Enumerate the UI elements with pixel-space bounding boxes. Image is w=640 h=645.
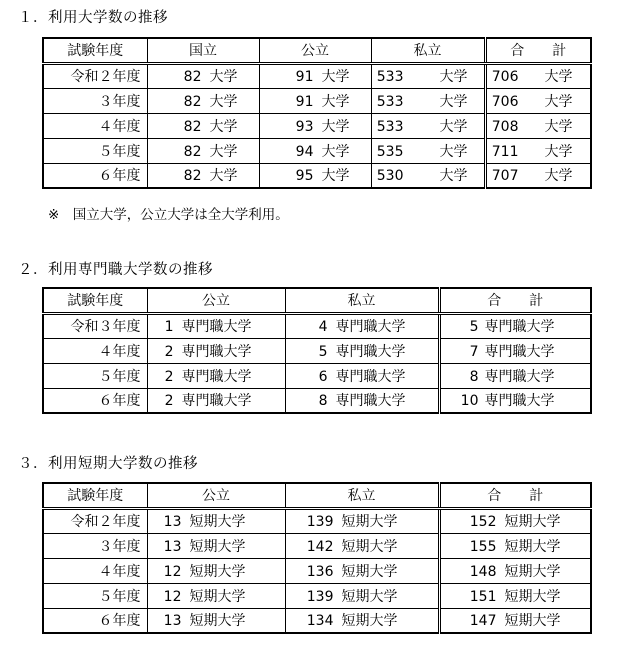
cell-kokuritsu (147, 63, 259, 88)
table-header-row (43, 288, 591, 313)
value-number: 8 (469, 368, 479, 385)
value-unit: 短期大学 (504, 588, 561, 605)
value-unit: 大学 (209, 168, 238, 185)
value-number: 13 (163, 514, 182, 530)
value-unit: 専門職大学 (484, 343, 555, 360)
value-number: 13 (163, 613, 182, 630)
table-row (43, 508, 591, 533)
value-unit: 専門職大学 (335, 319, 406, 335)
value-number: 136 (306, 563, 334, 580)
value-number: 8 (318, 393, 328, 410)
value-number: 91 (295, 69, 314, 85)
cell-kouritsu (147, 583, 285, 608)
header-total: 合 計 (485, 38, 591, 63)
value-unit: 短期大学 (341, 514, 398, 530)
cell-kouritsu (259, 88, 371, 113)
value-unit: 専門職大学 (181, 343, 252, 360)
value-number: 152 (469, 514, 497, 530)
value-number: 708 (491, 118, 519, 135)
section1-title: １．利用大学数の推移 (18, 10, 168, 26)
cell-kouritsu (147, 608, 285, 633)
value-number: 2 (164, 343, 174, 360)
table-row (43, 88, 591, 113)
table-row (43, 138, 591, 163)
value-unit: 大学 (321, 118, 350, 135)
value-unit: 短期大学 (504, 538, 561, 555)
table-header-row (43, 38, 591, 63)
cell-shiritsu (285, 313, 439, 338)
value-number: 2 (164, 393, 174, 410)
value-unit: 短期大学 (504, 563, 561, 580)
value-unit: 大学 (544, 168, 573, 185)
cell-total (439, 608, 591, 633)
cell-shiritsu (285, 388, 439, 413)
value-unit: 大学 (439, 69, 468, 85)
value-number: 151 (469, 588, 497, 605)
cell-total (439, 533, 591, 558)
value-unit: 大学 (209, 143, 238, 160)
row-year: ３年度 (43, 533, 147, 558)
header-year: 試験年度 (43, 288, 147, 313)
row-year: ４年度 (43, 113, 147, 138)
cell-shiritsu (371, 113, 485, 138)
value-unit: 大学 (439, 143, 468, 160)
value-unit: 専門職大学 (181, 319, 252, 335)
table-row (43, 533, 591, 558)
value-number: 93 (295, 118, 314, 135)
value-unit: 専門職大学 (484, 368, 555, 385)
cell-shiritsu (285, 558, 439, 583)
value-unit: 大学 (209, 69, 238, 85)
cell-total (439, 388, 591, 413)
value-unit: 大学 (544, 118, 573, 135)
cell-shiritsu (285, 608, 439, 633)
value-unit: 短期大学 (341, 613, 398, 630)
value-number: 5 (469, 319, 479, 335)
value-number: 155 (469, 538, 497, 555)
value-unit: 大学 (321, 93, 350, 110)
value-number: 13 (163, 538, 182, 555)
table-row (43, 63, 591, 88)
cell-shiritsu (285, 338, 439, 363)
value-number: 82 (183, 69, 202, 85)
cell-total (485, 88, 591, 113)
cell-kouritsu (147, 508, 285, 533)
value-unit: 大学 (321, 143, 350, 160)
table-row (43, 608, 591, 633)
header-kouritsu: 公立 (147, 483, 285, 508)
value-unit: 短期大学 (189, 514, 246, 530)
table-row (43, 388, 591, 413)
value-unit: 短期大学 (341, 563, 398, 580)
header-shiritsu: 私立 (371, 38, 485, 63)
value-unit: 大学 (544, 93, 573, 110)
row-year: ４年度 (43, 338, 147, 363)
cell-shiritsu (371, 63, 485, 88)
table-row (43, 163, 591, 188)
header-shiritsu: 私立 (285, 483, 439, 508)
value-number: 10 (460, 393, 479, 410)
value-number: 134 (306, 613, 334, 630)
value-unit: 大学 (439, 93, 468, 110)
table-row (43, 583, 591, 608)
cell-kokuritsu (147, 113, 259, 138)
value-number: 706 (491, 69, 519, 85)
row-year: 令和２年度 (43, 63, 147, 88)
value-number: 12 (163, 563, 182, 580)
cell-shiritsu (285, 363, 439, 388)
cell-total (485, 63, 591, 88)
cell-shiritsu (285, 533, 439, 558)
row-year: ６年度 (43, 388, 147, 413)
header-kouritsu: 公立 (147, 288, 285, 313)
header-total: 合 計 (439, 288, 591, 313)
value-number: 147 (469, 613, 497, 630)
header-kouritsu: 公立 (259, 38, 371, 63)
value-number: 535 (376, 143, 404, 160)
row-year: ４年度 (43, 558, 147, 583)
cell-kouritsu (147, 388, 285, 413)
value-unit: 短期大学 (341, 538, 398, 555)
cell-shiritsu (285, 583, 439, 608)
cell-kouritsu (147, 558, 285, 583)
value-number: 82 (183, 118, 202, 135)
value-unit: 短期大学 (189, 613, 246, 630)
table-row (43, 313, 591, 338)
table-row (43, 558, 591, 583)
section2-title: ２．利用専門職大学数の推移 (18, 262, 213, 278)
cell-kouritsu (259, 138, 371, 163)
header-year: 試験年度 (43, 38, 147, 63)
row-year: ５年度 (43, 138, 147, 163)
value-number: 82 (183, 168, 202, 185)
value-unit: 専門職大学 (181, 393, 252, 410)
professional-university-table (42, 287, 592, 414)
value-number: 142 (306, 538, 334, 555)
row-year: 令和２年度 (43, 508, 147, 533)
header-shiritsu: 私立 (285, 288, 439, 313)
value-unit: 大学 (209, 93, 238, 110)
value-unit: 短期大学 (504, 613, 561, 630)
value-unit: 大学 (321, 69, 350, 85)
value-number: 1 (164, 319, 174, 335)
cell-total (485, 163, 591, 188)
value-unit: 大学 (439, 168, 468, 185)
value-unit: 短期大学 (189, 588, 246, 605)
value-number: 82 (183, 143, 202, 160)
row-year: 令和３年度 (43, 313, 147, 338)
cell-kouritsu (147, 533, 285, 558)
cell-shiritsu (371, 138, 485, 163)
cell-total (439, 508, 591, 533)
value-number: 2 (164, 368, 174, 385)
cell-kokuritsu (147, 88, 259, 113)
cell-total (439, 338, 591, 363)
value-number: 139 (306, 514, 334, 530)
value-number: 95 (295, 168, 314, 185)
value-unit: 大学 (321, 168, 350, 185)
cell-shiritsu (371, 163, 485, 188)
section3-title: ３．利用短期大学数の推移 (18, 456, 198, 472)
value-unit: 大学 (209, 118, 238, 135)
table-row (43, 338, 591, 363)
table-row (43, 363, 591, 388)
value-unit: 短期大学 (189, 563, 246, 580)
value-number: 82 (183, 93, 202, 110)
value-unit: 専門職大学 (484, 393, 555, 410)
cell-total (439, 558, 591, 583)
value-number: 148 (469, 563, 497, 580)
value-unit: 短期大学 (341, 588, 398, 605)
value-unit: 専門職大学 (181, 368, 252, 385)
cell-total (439, 583, 591, 608)
cell-kouritsu (147, 313, 285, 338)
value-unit: 短期大学 (189, 538, 246, 555)
value-number: 711 (491, 143, 519, 160)
row-year: ５年度 (43, 363, 147, 388)
value-unit: 大学 (544, 143, 573, 160)
value-number: 530 (376, 168, 404, 185)
cell-total (439, 363, 591, 388)
row-year: ５年度 (43, 583, 147, 608)
table-row (43, 113, 591, 138)
cell-kouritsu (259, 63, 371, 88)
value-number: 139 (306, 588, 334, 605)
cell-kouritsu (147, 363, 285, 388)
row-year: ６年度 (43, 608, 147, 633)
value-number: 91 (295, 93, 314, 110)
cell-kokuritsu (147, 138, 259, 163)
value-unit: 専門職大学 (335, 368, 406, 385)
cell-total (485, 138, 591, 163)
header-total: 合 計 (439, 483, 591, 508)
value-number: 7 (469, 343, 479, 360)
cell-kokuritsu (147, 163, 259, 188)
cell-kouritsu (259, 163, 371, 188)
cell-total (439, 313, 591, 338)
university-count-table (42, 37, 592, 189)
row-year: ６年度 (43, 163, 147, 188)
cell-kouritsu (259, 113, 371, 138)
value-number: 706 (491, 93, 519, 110)
cell-shiritsu (371, 88, 485, 113)
value-number: 707 (491, 168, 519, 185)
value-unit: 大学 (544, 69, 573, 85)
value-number: 533 (376, 118, 404, 135)
value-number: 533 (376, 69, 404, 85)
value-number: 4 (318, 319, 328, 335)
value-unit: 専門職大学 (335, 343, 406, 360)
cell-total (485, 113, 591, 138)
value-number: 94 (295, 143, 314, 160)
cell-shiritsu (285, 508, 439, 533)
junior-college-table (42, 482, 592, 634)
table-header-row (43, 483, 591, 508)
value-number: 12 (163, 588, 182, 605)
section1-note: ※ 国立大学，公立大学は全大学利用。 (48, 207, 289, 223)
header-kokuritsu: 国立 (147, 38, 259, 63)
value-number: 533 (376, 93, 404, 110)
row-year: ３年度 (43, 88, 147, 113)
value-unit: 専門職大学 (484, 319, 555, 335)
value-number: 5 (318, 343, 328, 360)
header-year: 試験年度 (43, 483, 147, 508)
value-unit: 短期大学 (504, 514, 561, 530)
value-unit: 専門職大学 (335, 393, 406, 410)
value-unit: 大学 (439, 118, 468, 135)
cell-kouritsu (147, 338, 285, 363)
value-number: 6 (318, 368, 328, 385)
